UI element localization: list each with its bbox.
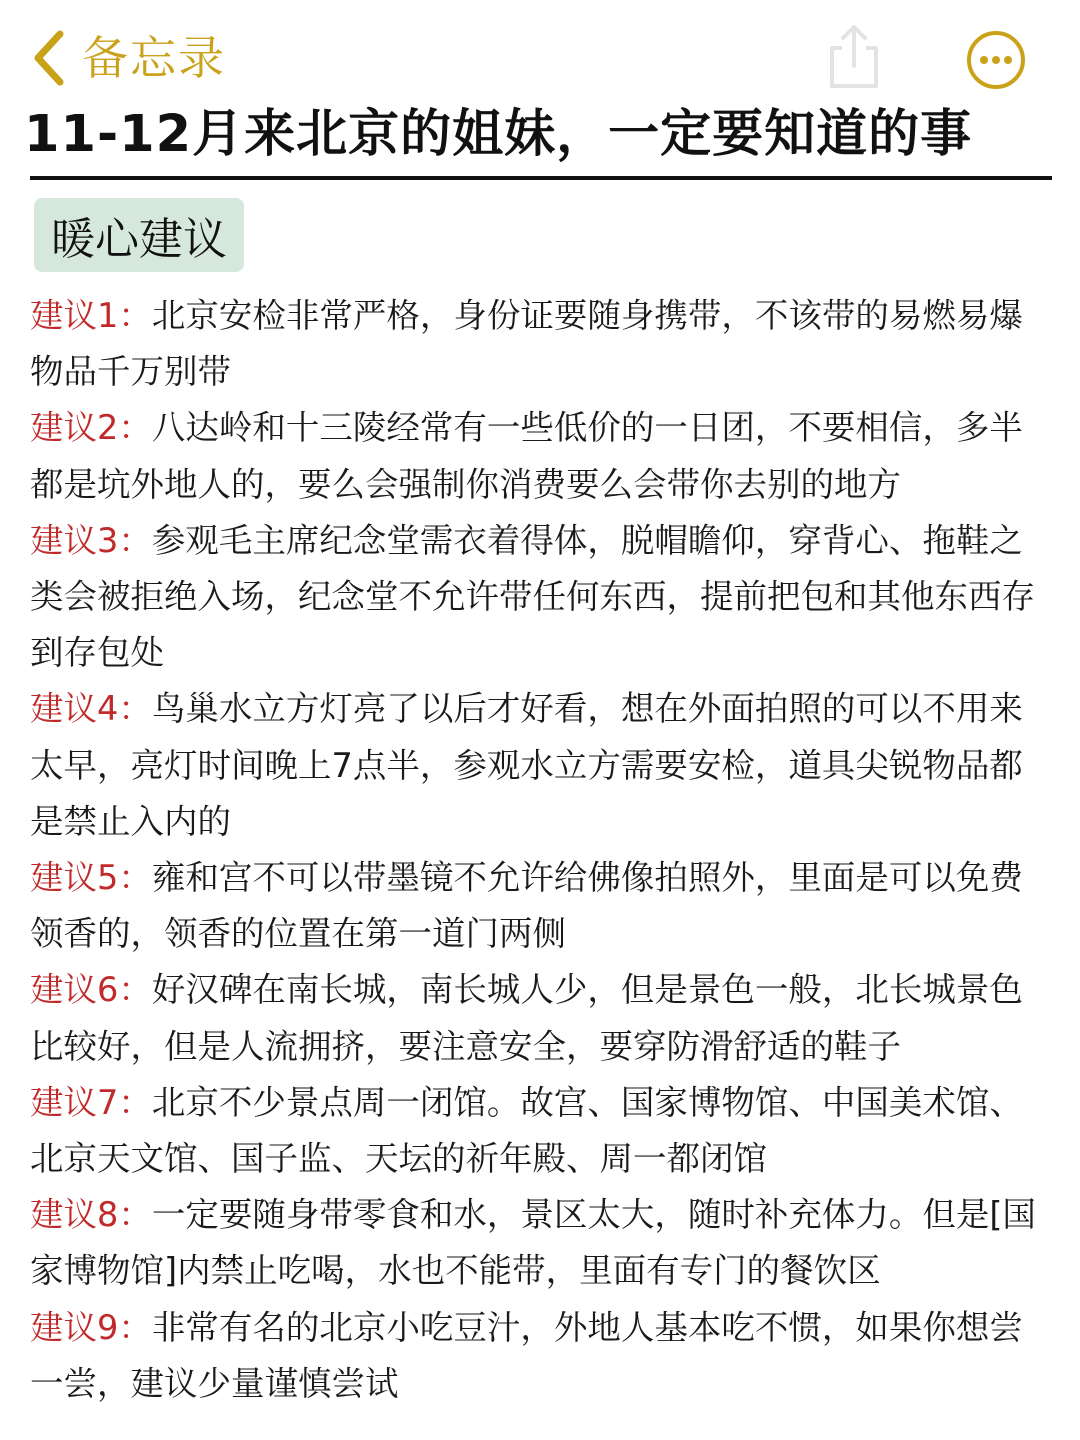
page-title: 11-12月来北京的姐妹，一定要知道的事 [24, 105, 973, 164]
tip-text: 北京安检非常严格，身份证要随身携带，不该带的易燃易爆物品千万别带 [30, 296, 1023, 392]
tip-item: 建议8：一定要随身带零食和水，景区太大，随时补充体力。但是[国家博物馆]内禁止吃喝，水也不能带，里面有专门的餐饮区 [30, 1195, 1036, 1291]
section-tag: 暖心建议 [34, 198, 244, 272]
tip-item: 建议6：好汉碑在南长城，南长城人少，但是景色一般，北长城景色比较好，但是人流拥挤，要注意安全，要穿防滑舒适的鞋子 [30, 970, 1023, 1066]
tip-label: 建议2 [30, 408, 119, 448]
tip-text: 北京不少景点周一闭馆。故宫、国家博物馆、中国美术馆、北京天文馆、国子监、天坛的祈年殿、周一都闭馆 [30, 1082, 1023, 1179]
tip-item: 建议2：八达岭和十三陵经常有一些低价的一日团，不要相信，多半都是坑外地人的，要么会强制你消费要么会带你去别的地方 [30, 408, 1023, 504]
tip-label: 建议7 [30, 1082, 119, 1122]
tip-item: 建议3：参观毛主席纪念堂需衣着得体，脱帽瞻仰，穿背心、拖鞋之类会被拒绝入场，纪念堂不允许带任何东西，提前把包和其他东西存到存包处 [30, 520, 1035, 673]
tip-text: 八达岭和十三陵经常有一些低价的一日团，不要相信，多半都是坑外地人的，要么会强制你消费要么会带你去别的地方 [30, 408, 1023, 504]
tip-text: 参观毛主席纪念堂需衣着得体，脱帽瞻仰，穿背心、拖鞋之类会被拒绝入场，纪念堂不允许带任何东西，提前把包和其他东西存到存包处 [30, 520, 1035, 673]
tip-label: 建议6 [30, 970, 119, 1010]
more-button[interactable] [964, 28, 1028, 92]
tip-label: 建议5 [30, 858, 119, 898]
tip-item: 建议4：鸟巢水立方灯亮了以后才好看，想在外面拍照的可以不用来太早，亮灯时间晚上7点半，参观水立方需要安检，道具尖锐物品都是禁止入内的 [30, 689, 1023, 841]
tip-item: 建议1：北京安检非常严格，身份证要随身携带，不该带的易燃易爆物品千万别带 [30, 296, 1023, 392]
back-button[interactable] [30, 28, 226, 88]
tip-text: 好汉碑在南长城，南长城人少，但是景色一般，北长城景色比较好，但是人流拥挤，要注意安全，要穿防滑舒适的鞋子 [30, 970, 1023, 1066]
tips-list [30, 288, 1040, 1412]
tip-text: 雍和宫不可以带墨镜不允许给佛像拍照外，里面是可以免费领香的，领香的位置在第一道门两侧 [30, 858, 1023, 954]
share-icon [822, 77, 886, 96]
tip-label: 建议4 [30, 689, 119, 729]
tip-label: 建议3 [30, 520, 119, 560]
tip-item: 建议9：非常有名的北京小吃豆汁，外地人基本吃不惯，如果你想尝一尝，建议少量谨慎尝试 [30, 1307, 1023, 1403]
tip-label: 建议8 [30, 1195, 119, 1235]
share-button[interactable] [822, 22, 886, 92]
tip-item: 建议7：北京不少景点周一闭馆。故宫、国家博物馆、中国美术馆、北京天文馆、国子监、天坛的祈年殿、周一都闭馆 [30, 1082, 1023, 1179]
title-divider [30, 176, 1052, 180]
tip-text: 一定要随身带零食和水，景区太大，随时补充体力。但是[国家博物馆]内禁止吃喝，水也不能带，里面有专门的餐饮区 [30, 1195, 1036, 1291]
tip-label: 建议9 [30, 1307, 119, 1347]
tip-item: 建议5：雍和宫不可以带墨镜不允许给佛像拍照外，里面是可以免费领香的，领香的位置在第一道门两侧 [30, 858, 1023, 954]
more-icon [964, 77, 1028, 96]
tip-text: 鸟巢水立方灯亮了以后才好看，想在外面拍照的可以不用来太早，亮灯时间晚上7点半，参观水立方需要安检，道具尖锐物品都是禁止入内的 [30, 689, 1023, 841]
nav-bar [0, 0, 1080, 108]
back-label: 备忘录 [82, 31, 226, 85]
tip-text: 非常有名的北京小吃豆汁，外地人基本吃不惯，如果你想尝一尝，建议少量谨慎尝试 [30, 1307, 1023, 1403]
chevron-left-icon [30, 30, 66, 86]
tip-label: 建议1 [30, 296, 119, 335]
